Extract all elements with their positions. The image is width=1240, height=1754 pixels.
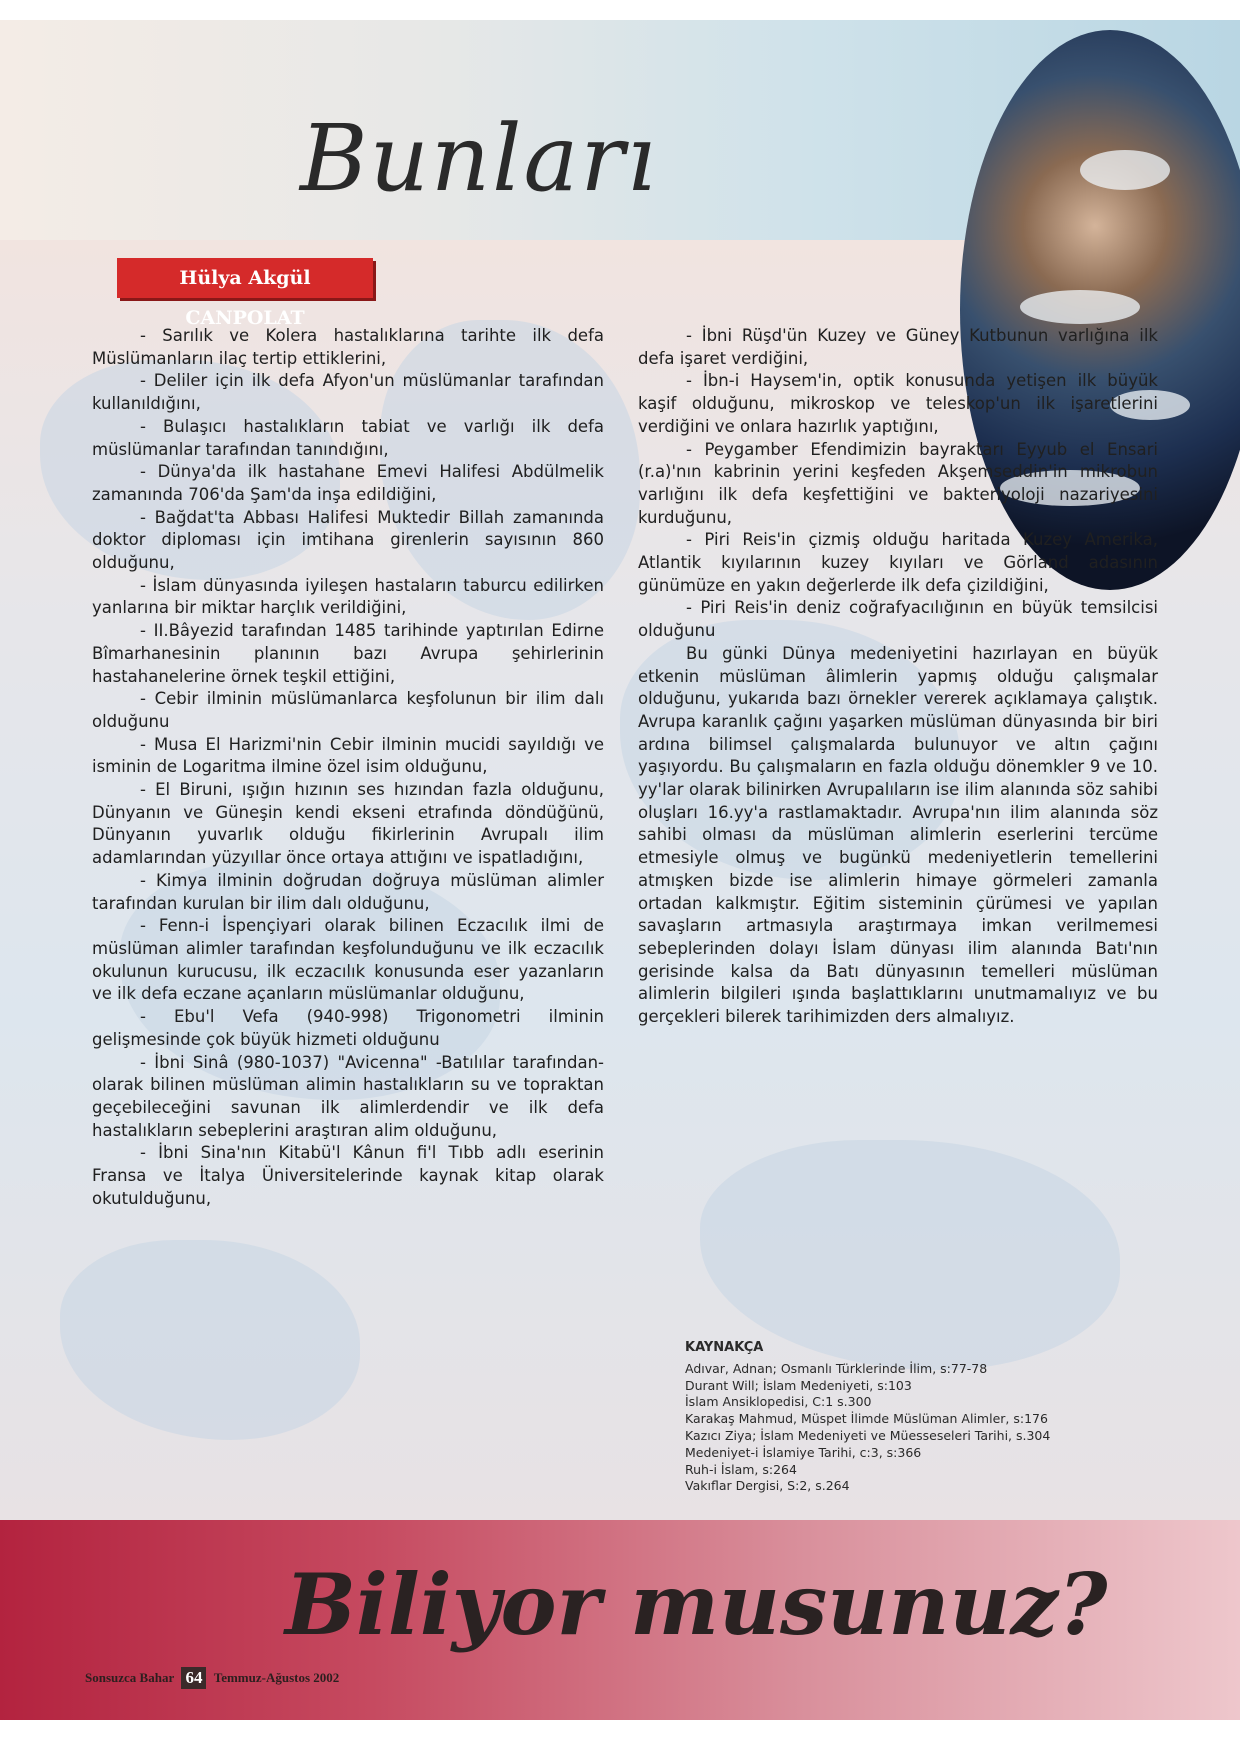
reference-item: Vakıflar Dergisi, S:2, s.264 (685, 1478, 850, 1494)
paragraph: - İbni Rüşd'ün Kuzey ve Güney Kutbunun varlığına ilk defa işaret verdiğini, (638, 326, 1158, 368)
headline-bottom: Biliyor musunuz? (285, 1555, 1108, 1654)
paragraph: - İbn-i Haysem'in, optik konusunda yetişen ilk büyük kaşif olduğunu, mikroskop ve teleskop'un ilk işaretlerini verdiğini ve onlara hazırlık yaptığını, (638, 371, 1158, 436)
paragraph: - Bulaşıcı hastalıkların tabiat ve varlığı ilk defa müslümanlar tarafından tanındığını, (92, 416, 604, 459)
reference-item: Durant Will; İslam Medeniyeti, s:103 (685, 1377, 912, 1393)
references (685, 1340, 1160, 1495)
issue-date: Temmuz-Ağustos 2002 (213, 1670, 340, 1685)
reference-item: İslam Ansiklopedisi, C:1 s.300 (685, 1394, 872, 1410)
reference-item: Medeniyet-i İslamiye Tarihi, c:3, s:366 (685, 1444, 922, 1460)
author-label: Hülya Akgül CANPOLAT (117, 258, 373, 298)
paragraph: - İslam dünyasında iyileşen hastaların taburcu edilirken yanlarına bir miktar harçlık verildiğini, (92, 575, 604, 618)
paragraph: - Ebu'l Vefa (940-998) Trigonometri ilminin gelişmesinde çok büyük hizmeti olduğunu (92, 1007, 604, 1049)
reference-item: Adıvar, Adnan; Osmanlı Türklerinde İlim, s:77-78 (685, 1360, 988, 1376)
headline-top: Bunları (300, 105, 658, 212)
paragraph: - Cebir ilminin müslümanlarca keşfolunun bir ilim dalı olduğunu (92, 689, 604, 731)
paragraph: - Bağdat'ta Abbası Halifesi Muktedir Billah zamanında doktor diploması için imtihana girenlerin sayısının 860 olduğunu, (92, 507, 604, 573)
page-number: 64 (181, 1667, 206, 1689)
paragraph: - Piri Reis'in deniz coğrafyacılığının en büyük temsilcisi olduğunu (638, 598, 1158, 641)
references-title: KAYNAKÇA (685, 1340, 764, 1355)
paragraph: - II.Bâyezid tarafından 1485 tarihinde yaptırılan Edirne Bîmarhanesinin planının bazı Avrupa şehirlerinin hastahanelerine örnek teşkil ettiğini, (92, 621, 604, 686)
cloud-shape (1020, 290, 1140, 324)
paragraph: - Kimya ilminin doğrudan doğruya müslüman alimler tarafından kurulan bir ilim dalı olduğunu, (92, 870, 604, 913)
paragraph: - El Biruni, ışığın hızının ses hızından fazla olduğunu, Dünyanın ve Güneşin kendi ekseni etrafında döndüğünü, Dünyanın yuvarlık olduğu fikirlerinin Avrupalı ilim adamlarından yüzyıllar önce ortaya attığını ve ispatladığını, (92, 780, 604, 868)
paragraph: - İbni Sinâ (980-1037) "Avicenna" -Batılılar tarafından- olarak bilinen müslüman alimin hastalıkların su ve topraktan geçebileceğini savunan ilk alimlerdendir ve ilk defa hastalıkların sebeplerini araştıran alim olduğunu, (92, 1052, 604, 1140)
map-shape (700, 1140, 1120, 1370)
reference-item: Kazıcı Ziya; İslam Medeniyeti ve Müesseseleri Tarihi, s.304 (685, 1427, 1051, 1443)
paragraph: - Deliler için ilk defa Afyon'un müslümanlar tarafından kullanıldığını, (92, 371, 604, 414)
cloud-shape (1080, 150, 1170, 190)
paragraph: - Musa El Harizmi'nin Cebir ilminin mucidi sayıldığı ve isminin de Logaritma ilmine özel isim olduğunu, (92, 734, 604, 777)
reference-item: Ruh-i İslam, s:264 (685, 1461, 797, 1477)
map-shape (60, 1240, 360, 1440)
conclusion-paragraph: Bu günki Dünya medeniyetini hazırlayan en büyük etkenin müslüman âlimlerin yapmış olduğu çalışmalar olduğunu, yukarıda bazı örnekler vererek açıklamaya çalıştık. Avrupa karanlık çağını yaşarken müslüman dünyasında bir biri ardına bilimsel çalışmalarda bulunuyor ve altın çağını yaşıyordu. Bu çalışmaların en fazla olduğu dönemkler 9 ve 10. yy'lar olarak bilinirken Avrupalıların ise ilim alanında söz sahibi oluşları 16.yy'a rastlamaktadır. Avrupa'nın ilim alanında söz sahibi olması da müslüman alimlerin eserlerini tercüme etmesiyle olmuş ve bugünkü medeniyetlerin temellerini atmışken bizde ise alimlerin himaye görmeleri zamanla ortadan kalkmıştır. Eğitim sisteminin çürümesi ve yapılan savaşların artmasıyla araştırmaya imkan verilmemesi sebeplerinden dolayı İslam dünyası ilim alanında Batı'nın gerisinde kalsa da Batı dünyasının temelleri müslüman alimlerin bilgileri ışında başlattıklarını unutmamalıyız ve bu gerçekleri bilerek tarihimizden ders almalıyız. (638, 643, 1158, 1027)
paragraph: - Sarılık ve Kolera hastalıklarına tarihte ilk defa Müslümanların ilaç tertip ettiklerini, (92, 326, 604, 368)
paragraph: - Fenn-i İspençiyari olarak bilinen Eczacılık ilmi de müslüman alimler tarafından keşfolunduğunu ve ilk eczacılık okulunun kurucusu, ilk eczacılık konusunda eser yazanların ve ilk defa eczane açanların müslümanlar olduğunu, (92, 916, 604, 1004)
paragraph: - Piri Reis'in çizmiş olduğu haritada Kuzey Amerika, Atlantik kıyılarının kuzey kıyıları ve Görland adasının günümüze en yakın değerlerde ilk defa çizildiğini, (638, 530, 1158, 595)
paragraph: - Dünya'da ilk hastahane Emevi Halifesi Abdülmelik zamanında 706'da Şam'da inşa edildiğini, (92, 462, 604, 504)
reference-item: Karakaş Mahmud, Müspet İlimde Müslüman Alimler, s:176 (685, 1411, 1048, 1427)
left-column (92, 325, 604, 1210)
page-footer (85, 1667, 339, 1689)
magazine-name: Sonsuzca Bahar (85, 1670, 175, 1685)
paragraph: - Peygamber Efendimizin bayraktarı Eyyub el Ensari (r.a)'nın kabrinin yerini keşfeden Akşemseddin'in mikrobun varlığını ilk defa keşfettiğini ve bakteriyoloji nazariyesini kurduğunu, (638, 439, 1158, 527)
paragraph: - İbni Sina'nın Kitabü'l Kânun fi'l Tıbb adlı eserinin Fransa ve İtalya Üniversitelerinde kaynak kitap olarak okutulduğunu, (92, 1143, 604, 1208)
right-column (638, 325, 1158, 1029)
